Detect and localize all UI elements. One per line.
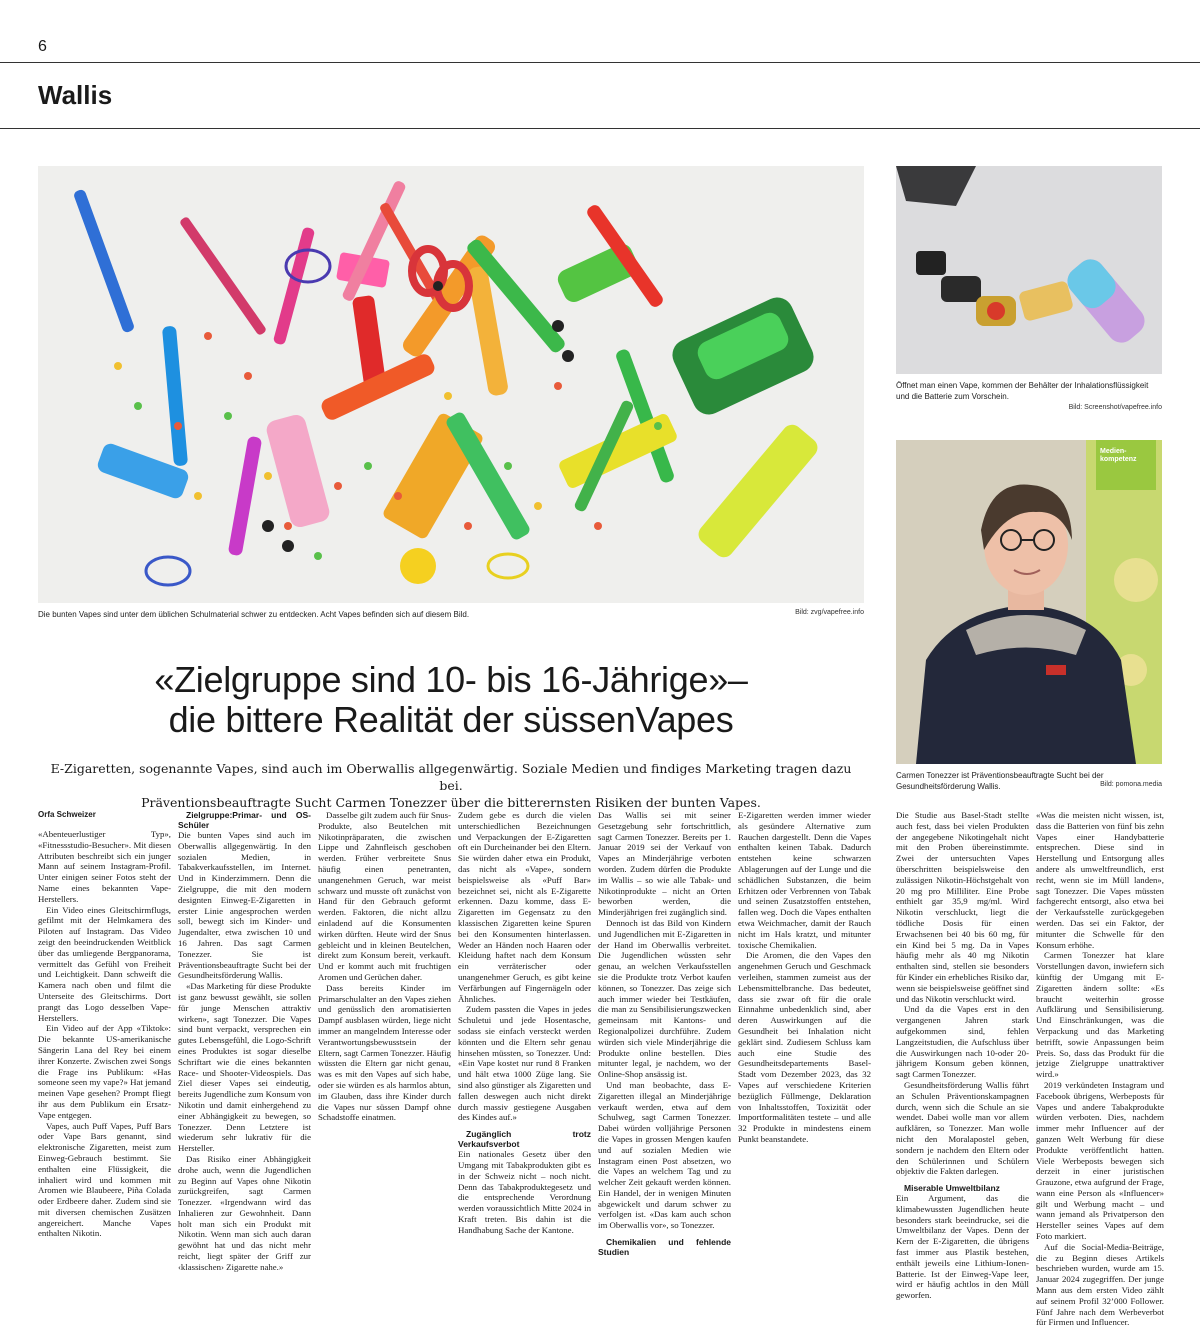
paragraph: Das Wallis sei mit seiner Gesetzgebung sehr fortschrittlich, sagt Carmen Tonezzer. Bereits per 1. Januar 2019 sei der Verkauf von Vapes an Minderjährige verboten worden. Zudem dürfen die Produkte im Wallis – so wie alle Tabak- und Nikotinprodukte – nicht an Orten beworben werden, die Minderjährigen frei zugänglich sind. [598,810,731,918]
paragraph: Gesundheitsförderung Wallis führt an Schulen Präventionskampagnen durch, wenn sich die Schule an sie wendet. Dabei wolle man vor allem aufklären, so Tonezzer. Man wolle nicht den Moralapostel geben, sondern je nachdem den Eltern oder den Schülerinnen und Schülern objektiv die Fakten darlegen. [896,1079,1029,1177]
subheading: Zielgruppe:Primar- und OS-Schüler [178,810,311,830]
article-column-8 [1036,810,1164,1328]
article-column-4 [458,810,591,1235]
vape-parts-photo [896,166,1162,374]
header-rule-top [0,62,1200,63]
subheading: Zugänglich trotz Verkaufsverbot [458,1129,591,1150]
paragraph: 2019 verkündeten Instagram und Facebook übrigens, Werbeposts für Vapes und andere Tabakprodukte würden verboten. Dies, nachdem immer mehr Influencer auf der ganzen Welt Werbung für diese Produkte veröffentlicht hatten. Viele Werbeposts bewegen sich derzeit in einer juristischen Grauzone, etwa aufgrund der Frage, wann eine Person als «Influencer» gilt und Werbung macht – und wann jemand als Privatperson den Hersteller seines Vapes auf dem Foto markiert. [1036,1079,1164,1242]
paragraph: Ein Video auf der App «Tiktok»: Die bekannte US-amerikanische Sängerin Lana del Rey bei einem ihrer Konzerte. Zwischen zwei Songs die Frage ins Publikum: «Has someone seen my vape?» Hat jemand meinen Vape gesehen? Prompt fliegt ihr aus dem Publikum ein Ersatz-Vape entgegen. [38,1023,171,1120]
article-lead [38,760,864,811]
paragraph: Dennoch ist das Bild von Kindern und Jugendlichen mit E-Zigaretten in der Hand im Oberwallis verbreitet. Die Jugendlichen wüssten sehr genau, an welchen Verkaufsstellen sie die Produkte trotz Verbot kaufen können, so Tonezzer. Das zeige sich auch immer wieder bei Testkäufen, die man zu Sensibilisierungszwecken gemeinsam mit Kantons- und Regionalpolizei durchführe. Zudem würden sich viele Minderjährige die Produkte online bestellen. Dies mitunter legal, je nachdem, wo der Online-Shop ansässig ist. [598,917,731,1080]
portrait-caption: Carmen Tonezzer ist Präventionsbeauftragte Sucht bei der Gesundheitsförderung Wallis. [896,771,1104,791]
page-number: 6 [38,38,47,55]
paragraph: Zudem passten die Vapes in jedes Schuletui und jede Hosentasche, sodass sie einfach versteckt werden könnten und die Eltern sehr genau hinsehen müssten, so Tonezzer. Und: «Ein Vape kostet nur rund 8 Franken und hält etwa 1000 Züge lang. Sie sind also günstiger als Zigaretten und fallen deswegen auch nicht direkt durch massiv gestiegene Ausgaben des Kindes auf.» [458,1004,591,1123]
section-title: Wallis [38,80,113,110]
lead-line-1: E-Zigaretten, sogenannte Vapes, sind auch im Oberwallis allgegenwärtig. Soziale Medien und findiges Marketing tragen dazu bei. [50,761,852,793]
article-column-5 [598,810,731,1257]
article-headline [38,660,864,740]
paragraph: Ein nationales Gesetz über den Umgang mit Tabakprodukten gibt es in der Schweiz nicht – noch nicht. Denn das Tabakproduktegesetz und die entsprechende Verordnung werden voraussichtlich Mitte 2024 in Kraft treten. Bis dahin ist die Handhabung Sache der Kantone. [458,1149,591,1235]
article-column-6 [738,810,871,1145]
paragraph: Vapes, auch Puff Vapes, Puff Bars oder Vape Bars genannt, sind elektronische Zigaretten, meist zum Einweg-Gebrauch bestimmt. Sie enthalten eine Flüssigkeit, die inhaliert wird und kommen mit Aromen wie Blaubeere, Piña Colada oder Erdbeere daher. Zudem sind sie mit diversen chemischen Zusätzen angereichert. Manche Vapes enthalten Nikotin. [38,1120,171,1239]
header-rule-bottom [0,128,1200,129]
opened-vape-illustration [896,166,1162,374]
paragraph: Auf die Social-Media-Beiträge, die zu Beginn dieses Artikels beschrieben wurden, wurde am 15. Januar 2024 zugegriffen. Der junge Mann aus dem ersten Video zählt auf seinem Profil 32’000 Follower. Fünf Jahre nach dem Werbeverbot für Firmen und Influencer. [1036,1241,1164,1328]
paragraph: Die bunten Vapes sind auch im Oberwallis allgegenwärtig. In den sozialen Medien, in Tabakverkaufsstellen, im Internet. Und in Kinderzimmern. Denn die Zielgruppe, die mit den modern designten Einweg-E-Zigaretten in erster Linie angesprochen werden soll, bewegt sich im Kinder- und Jugendalter, etwa zwischen 10 und 16 Jahren. Das sagt Carmen Tonezzer. Sie ist Präventionsbeauftragte Sucht bei der Gesundheitsförderung Wallis. [178,830,311,981]
portrait-photo [896,440,1162,764]
paragraph: Dass bereits Kinder im Primarschulalter an den Vapes ziehen und genüsslich den aromatisierten Dampf ausblasen würden, liege nicht immer an mangelndem Interesse oder Verantwortungsbewusstsein der Eltern, sagt Carmen Tonezzer. Häufig wüssten die Eltern gar nicht genau, was es mit den Vapes auf sich habe, oder sie würden es als harmlos abtun, im Glauben, dass ihre Kinder durch die Vapes nur süssen Dampf ohne Schadstoffe einatmen. [318,982,451,1123]
article-column-3 [318,810,451,1123]
article-column-7 [896,810,1029,1301]
paragraph: Die Aromen, die den Vapes den angenehmen Geruch und Geschmack verleihen, stammen zumeist aus der Lebensmittelbranche. Das bedeutet, dass sie zwar oft für die orale Einnahme unbedenklich sind, aber deren Auswirkungen auf die Gesundheit bei Inhalation nicht geklärt sind. Zudiesem Schluss kam auch eine Studie des Gesundheitsdepartements Basel-Stadt vom Dezember 2023, das 32 Vapes auf verschiedene Kriterien bezüglich Füllmenge, Deklaration von Inhaltsstoffen, Toxizität oder Importformalitäten testete – und alle 32 Produkte in mindestens einem Punkt beanstandete. [738,950,871,1144]
subheading: Chemikalien und fehlende Studien [598,1237,731,1258]
paragraph: Die Studie aus Basel-Stadt stellte auch fest, dass bei vielen Produkten der angegebene Nikotingehalt nicht mit den Proben übereinstimmte. Zwei der untersuchten Vapes überschritten beispielsweise den zulässigen Nikotin-Höchstgehalt von 20 mg pro Milliliter. Eine Probe enthielt gar 35,9 mg/ml. Wird Nikotin verschluckt, liegt die tödliche Dosis für einen Erwachsenen bei 40 bis 60 mg, für ein Kind bei 5 mg. Da in Vapes häufig mehr als 40 mg Nikotin enthalten sind, stellen sie besonders für Kinder ein erhebliches Risiko dar, wenn sie beispielsweise geöffnet sind und das Nikotin verschluckt wird. [896,810,1029,1004]
main-photo-caption: Die bunten Vapes sind unter dem üblichen Schulmaterial schwer zu entdecken. Acht Vapes befinden sich auf diesem Bild. [38,610,470,619]
article-column-1 [38,810,171,1239]
paragraph: Das Risiko einer Abhängigkeit drohe auch, wenn die Jugendlichen zu Beginn auf Vapes ohne Nikotin zurückgreifen, sagt Carmen Tonezzer. «Irgendwann wird das Inhalieren zur Gewohnheit. Dann holt man sich ein Produkt mit Nikotin. Wenn man sich auch daran gewöhnt hat und das nicht mehr reicht, liegt später der Griff zur ‹klassischen› Zigarette nahe.» [178,1153,311,1272]
paragraph: Und man beobachte, dass E-Zigaretten illegal an Minderjährige verkauft werden, etwa auf dem Schulweg, sagt Carmen Tonezzer. Dabei würden volljährige Personen die Vapes in grossen Mengen kaufen und auf sozialen Medien wie Instagram einen Post absetzen, wo die Vapes an welchem Tag und zu welcher Zeit gekauft werden können. Ein Handel, der in wenigen Minuten abgewickelt und darum schwer zu verfolgen ist. «Das kam auch schon im Oberwallis vor», so Tonezzer. [598,1079,731,1231]
vape-parts-credit: Bild: Screenshot/vapefree.info [1068,404,1162,411]
paragraph: E-Zigaretten werden immer wieder als gesündere Alternative zum Rauchen dargestellt. Denn die Vapes enthalten keinen Tabak. Dadurch entstehen keine schwarzen Ablagerungen auf der Lunge und die schädlichen Substanzen, die beim Erhitzen oder Verbrennen von Tabak und seinen Zusatzstoffen entstehen, fallen weg. Doch die Vapes enthalten etwa Weichmacher, damit der Rauch nicht im Hals kratzt, und mitunter toxische Chemikalien. [738,810,871,950]
vape-parts-caption: Öffnet man einen Vape, kommen der Behälter der Inhalationsflüssigkeit und die Batterie zum Vorschein. [896,381,1149,401]
paragraph: «Das Marketing für diese Produkte ist ganz bewusst gewählt, sie sollen für junge Menschen attraktiv wirken», sagt Tonezzer. Die Vapes sind bunt verpackt, versprechen ein gutes Lebensgefühl, die Logo-Schrift eines Produktes ist sogar dieselbe Schriftart wie die eines bekannten Race- und Shooter-Videospiels. Das Ziel dieser Vapes sei eindeutig, bereits Jugendliche zum Konsum von Nikotin und damit einhergehend zu einer Abhängigkeit zu bewegen, so Tonezzer. Denn Letztere ist wiederum sehr lukrativ für die Hersteller. [178,981,311,1154]
paragraph: Ein Video eines Gleitschirmflugs, gefilmt mit der Helmkamera des Piloten auf Instagram. Das Video zeigt den beeindruckenden Weitblick über das umliegende Bergpanorama, vermittelt das Gefühl von Freiheit und Leichtigkeit. Dann schweift die Kamera nach oben und filmt die Unterseite des Gleitschirms. Dort prangt das Logo desselben Vape-Herstellers. [38,904,171,1023]
main-photo-credit: Bild: zvg/vapefree.info [795,609,864,616]
main-photo [38,166,864,603]
headline-line-2: die bittere Realität der süssenVapes [168,699,734,740]
byline: Orfa Schweizer [38,810,96,819]
portrait-credit: Bild: pomona.media [1100,781,1162,788]
paragraph: «Abenteuerlustiger Typ», «Fitnessstudio-Besucher». Mit diesen Attributen beschreibt sich ein junger Mann auf seinem Instagram-Profil. Unter einigen seiner Fotos steht der Name eines bekannten Vape-Herstellers. [38,829,171,904]
lead-line-2: Präventionsbeauftragte Sucht Carmen Tonezzer über die bitterernsten Risiken der bunten Vapes. [141,795,761,810]
paragraph: Zudem gebe es durch die vielen unterschiedlichen Bezeichnungen und Verpackungen der E-Zigaretten oft ein Durcheinander bei den Eltern. Sie würden daher etwa ein Produkt, das nicht als «Vape», sondern beispielsweise als «Puff Bar» bezeichnet sei, nicht als E-Zigarette erkennen. Dazu komme, dass E-Zigaretten im Gegensatz zu den klassischen Zigaretten keine Spuren bei den Konsumenten hinterlassen. Weder an Händen noch Haaren oder Kleidung haftet nach dem Konsum ein verräterischer oder unangenehmer Geruch, es gibt keine Verfärbungen auf Fingernägeln oder Ähnliches. [458,810,591,1004]
portrait-illustration [896,440,1162,764]
paragraph: Ein Argument, das die klimabewussten Jugendlichen heute besonders stark beeindrucke, sei die Umweltbilanz der Vapes. Denn der Kern der E-Zigaretten, die übrigens fast immer aus Plastik bestehen, enthält jeweils eine Lithium-Ionen-Batterie. Ist der Einweg-Vape leer, wird er häufig achtlos in den Müll geworfen. [896,1193,1029,1301]
headline-line-1: «Zielgruppe sind 10- bis 16-Jährige»– [154,659,748,700]
paragraph: Und da die Vapes erst in den vergangenen Jahren stark aufgekommen sind, fehlen Langzeitstudien, die Aufschluss über die Auswirkungen nach 10-oder 20-jährigem Konsum geben können, sagt Carmen Tonezzer. [896,1004,1029,1080]
paragraph: Carmen Tonezzer hat klare Vorstellungen davon, inwiefern sich künftig der Umgang mit E-Zigaretten ändern sollte: «Es braucht weiterhin grosse Aufklärung und Sensibilisierung. Und Einschränkungen, was die Verpackung und das Marketing betrifft, sowie Anpassungen beim Preis. So, dass das Produkt für die jetzige Zielgruppe unattraktiver wird.» [1036,950,1164,1080]
subheading: Miserable Umweltbilanz [904,1183,1000,1194]
article-column-2 [178,810,311,1273]
portrait-sign-text: Medienkompetenz [1100,448,1137,463]
paragraph: «Was die meisten nicht wissen, ist, dass die Batterien von fünf bis zehn Vapes einer Handybatterie entsprechen. Diese sind in Herstellung und Entsorgung alles andere als umweltfreundlich, erst recht, wenn sie im Müll landen», sagt Tonezzer. Die Vapes müssten fachgerecht entsorgt, also etwa bei der Verkaufsstelle zurückgegeben werden. Das sei ein Faktor, der mitunter die Schwelle für den Konsum erhöhe. [1036,810,1164,950]
school-supplies-illustration [38,166,864,603]
paragraph: Dasselbe gilt zudem auch für Snus-Produkte, also Beutelchen mit Nikotinpräparaten, die zwischen Lippe und Zahnfleisch geschoben werden. Früher verbreitete Snus häufig einen penetranten, unangenehmen Geruch, war meist schwarz und musste oft zunächst von Hand für den Gebrauch geformt werden. Faktoren, die nicht allzu einladend auf die Konsumenten wirken dürften. Heute wird der Snus gebleicht und in kleinen Beutelchen, direkt zum Konsum bereit, verkauft. Und er kommt auch mit fruchtigen Aromen und Gerüchen daher. [318,810,451,982]
